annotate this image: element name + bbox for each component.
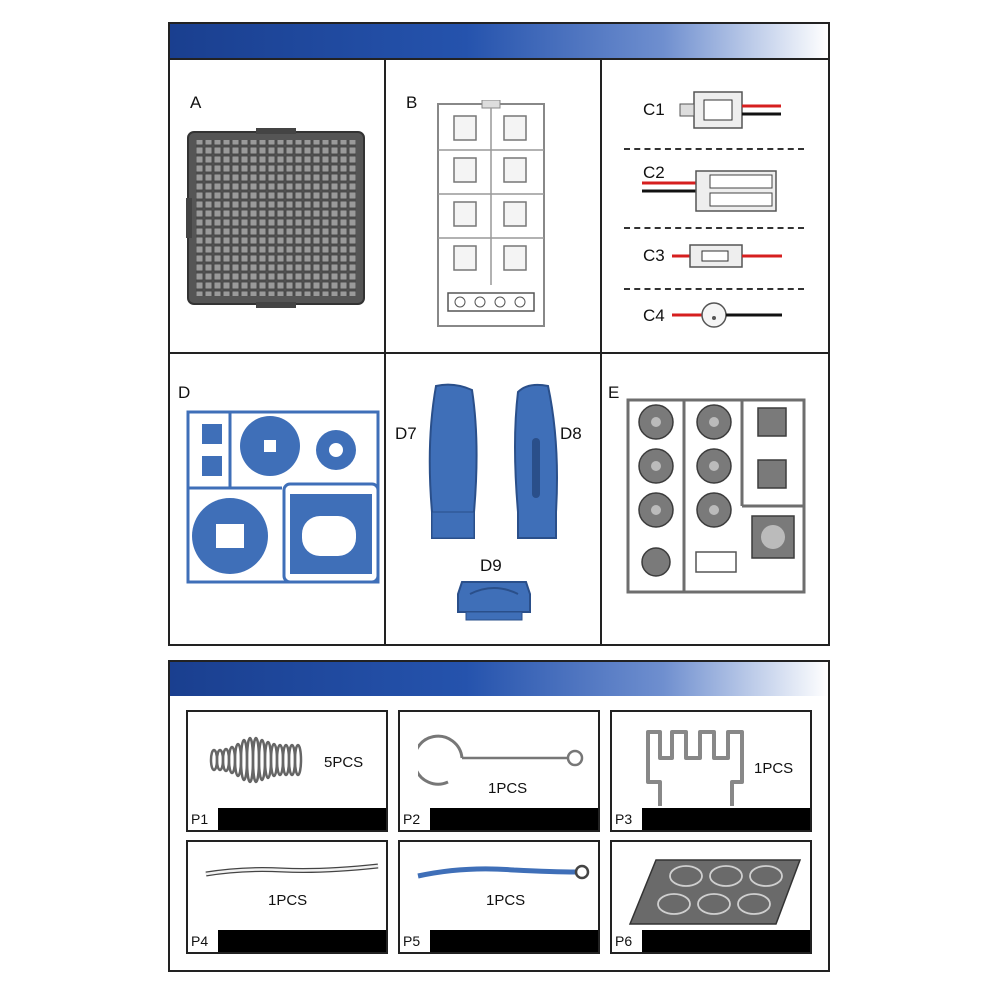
blue-gear-sprue-illustration — [186, 406, 382, 584]
motor-module-illustration — [672, 240, 784, 272]
separator-line — [624, 288, 804, 290]
row-divider — [170, 58, 828, 60]
part-label-d8: D8 — [560, 424, 582, 443]
quantity-label: 1PCS — [754, 760, 794, 777]
column-divider — [384, 58, 386, 644]
part-label-a: A — [190, 93, 202, 112]
bent-wire-illustration — [642, 718, 752, 808]
row-divider — [170, 352, 828, 354]
part-card-p3 — [610, 710, 812, 832]
right-body-shell-illustration — [508, 382, 562, 542]
column-divider — [600, 58, 602, 644]
pad-sheet-illustration — [626, 856, 802, 926]
card-tag: P2 — [400, 808, 430, 830]
buzzer-illustration — [672, 298, 784, 332]
header-banner — [170, 24, 828, 58]
part-card-p4 — [186, 840, 388, 954]
part-label-b: B — [406, 93, 418, 112]
part-label-c2: C2 — [643, 163, 665, 182]
card-tag: P3 — [612, 808, 642, 830]
quantity-label: 5PCS — [324, 754, 364, 771]
stand-base-illustration — [456, 578, 532, 622]
part-card-p6 — [610, 840, 812, 954]
left-body-shell-illustration — [424, 382, 482, 542]
part-label-d7: D7 — [395, 424, 417, 443]
blue-lead-wire-illustration — [414, 856, 594, 886]
separator-line — [624, 148, 804, 150]
switch-module-illustration — [678, 88, 783, 132]
quantity-label: 1PCS — [488, 780, 528, 797]
battery-box-illustration — [640, 165, 780, 215]
quantity-label: 1PCS — [486, 892, 526, 909]
connector-sprue-illustration — [436, 100, 546, 328]
card-tag: P1 — [188, 808, 218, 830]
part-card-p2 — [398, 710, 600, 832]
card-tag: P4 — [188, 930, 218, 952]
part-label-c1: C1 — [643, 100, 665, 119]
spring-illustration — [204, 730, 308, 786]
part-label-c4: C4 — [643, 306, 665, 325]
separator-line — [624, 227, 804, 229]
part-label-d: D — [178, 383, 191, 402]
header-banner — [170, 662, 828, 696]
part-label-d9: D9 — [480, 556, 502, 575]
grey-gear-sprue-illustration — [626, 396, 808, 596]
thin-wire-illustration — [202, 860, 382, 884]
card-tag: P6 — [612, 930, 642, 952]
card-tag: P5 — [400, 930, 430, 952]
part-label-c3: C3 — [643, 246, 665, 265]
quantity-label: 1PCS — [268, 892, 308, 909]
part-label-e: E — [608, 383, 620, 402]
base-grid-board-illustration — [186, 128, 366, 308]
part-card-p5 — [398, 840, 600, 954]
part-card-p1 — [186, 710, 388, 832]
